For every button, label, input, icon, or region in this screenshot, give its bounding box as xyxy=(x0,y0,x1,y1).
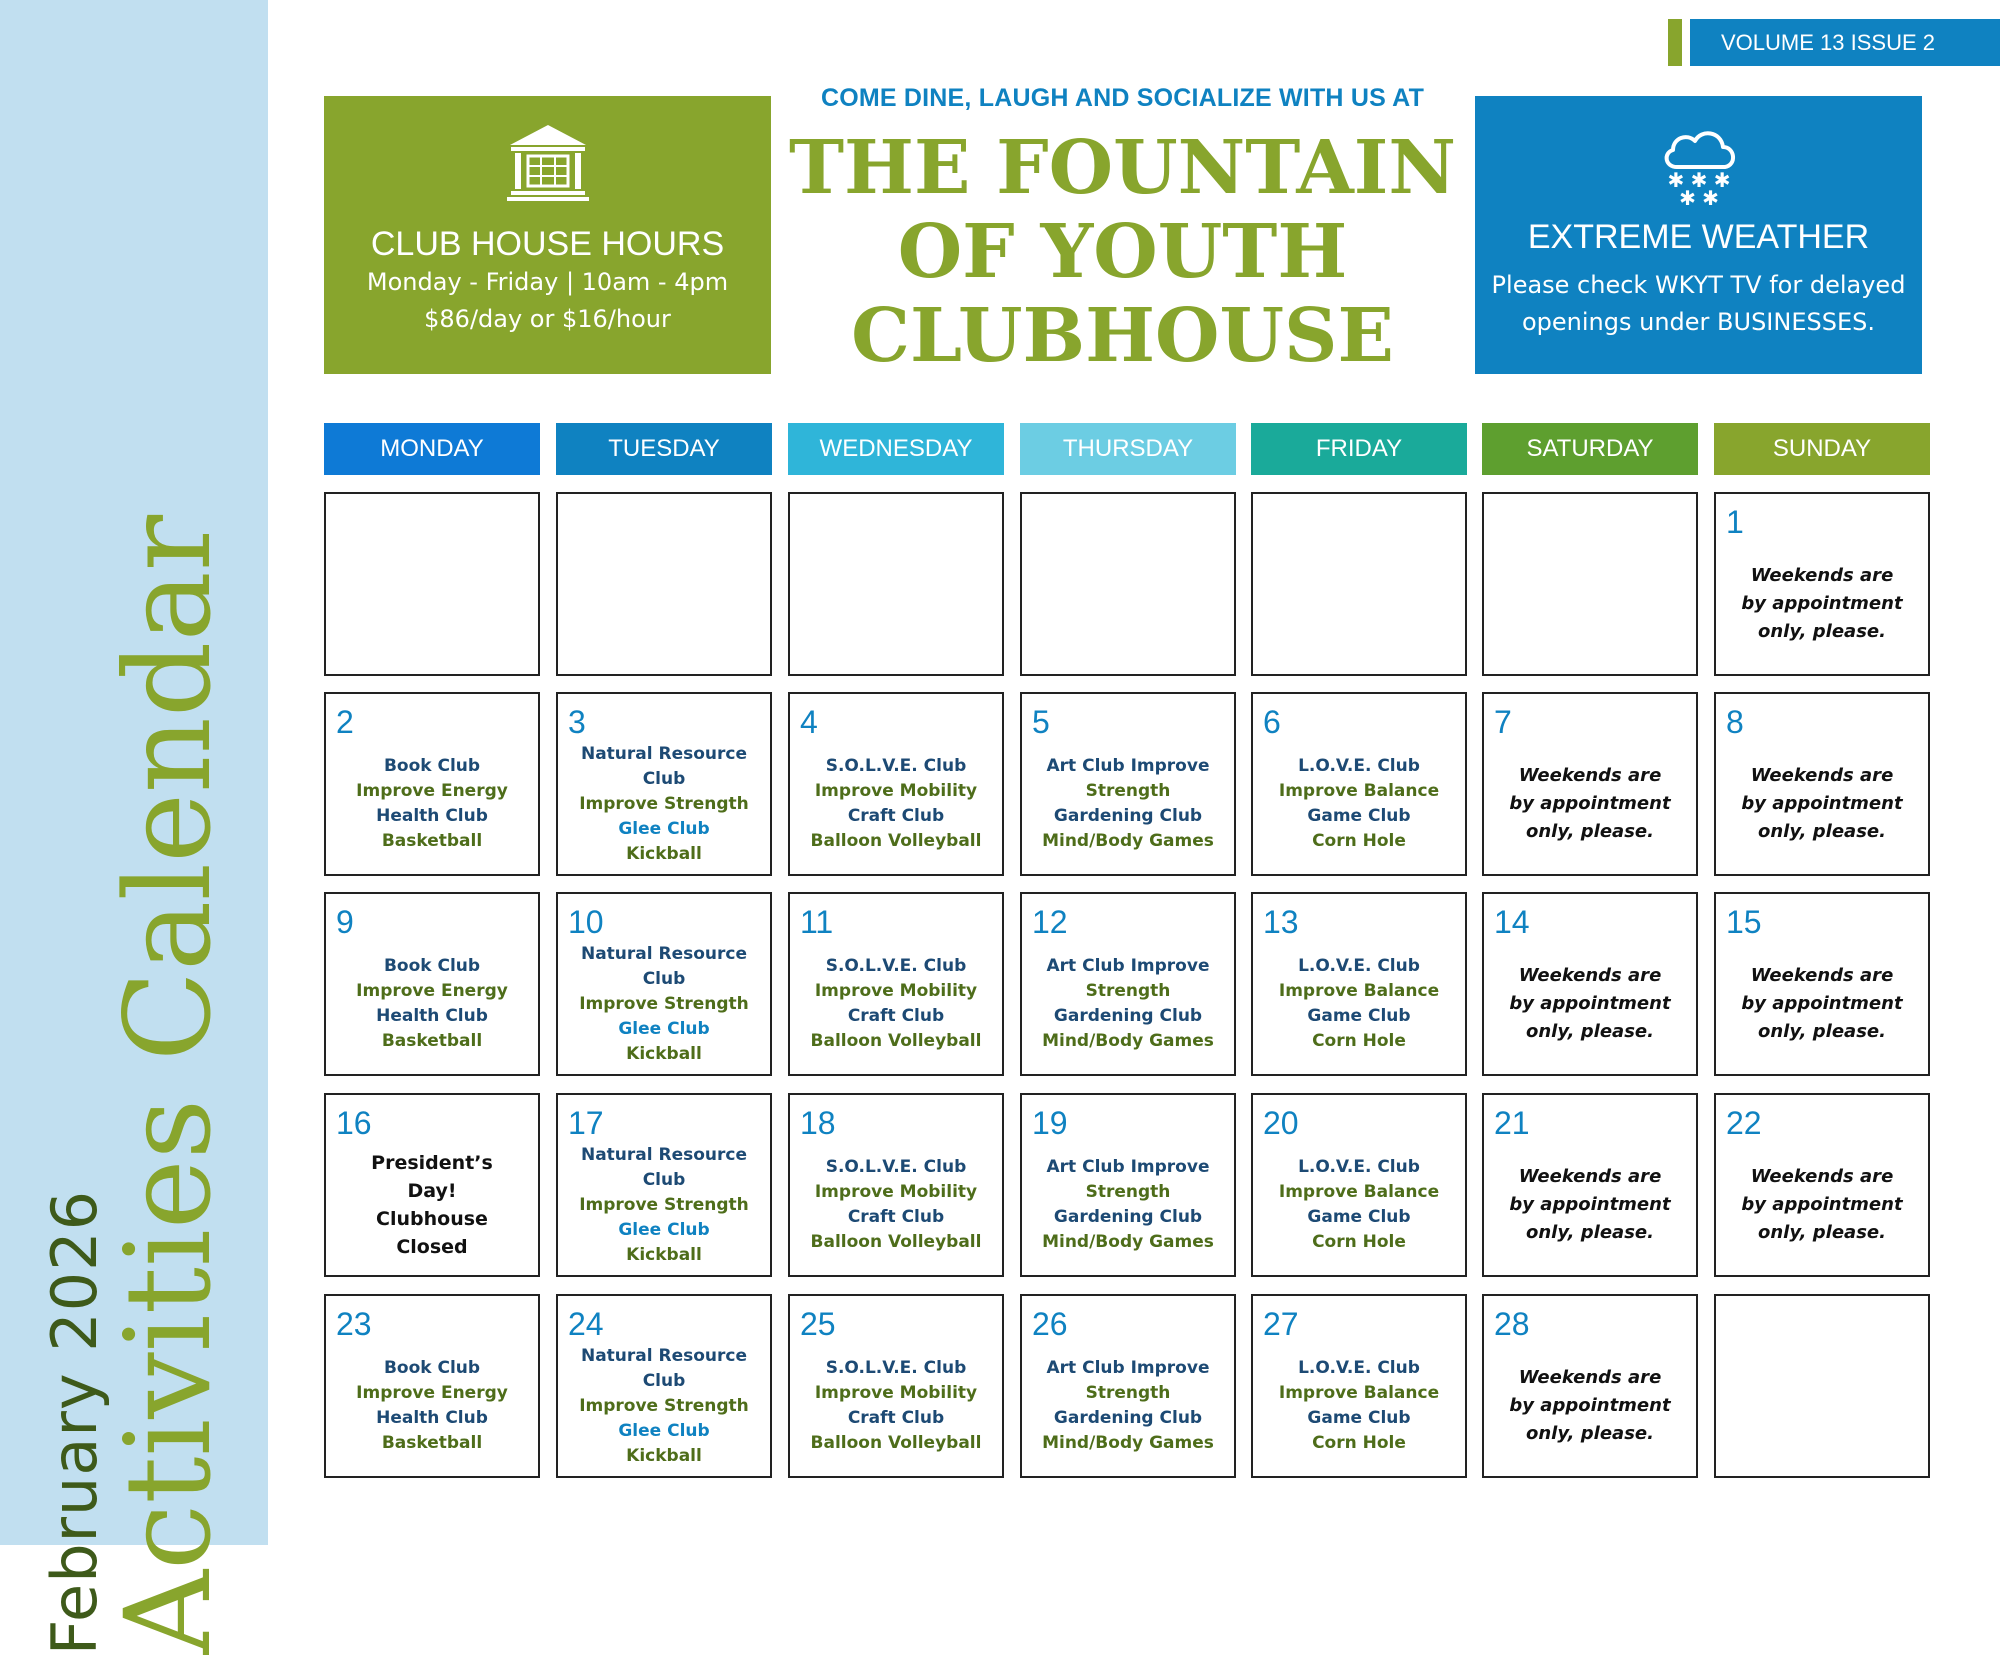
sidebar xyxy=(0,0,268,1655)
activity-item: Craft Club xyxy=(847,1006,945,1026)
date-number: 8 xyxy=(1726,704,1744,740)
volume-badge: VOLUME 13 ISSUE 2 xyxy=(1690,19,2000,66)
date-number: 2 xyxy=(336,704,354,740)
activity-item: Game Club xyxy=(1307,806,1411,826)
day-content xyxy=(1488,1344,1692,1468)
activity-item: Gardening Club xyxy=(1053,1408,1203,1428)
activity-item: Balloon Volleyball xyxy=(810,1031,982,1051)
date-number: 26 xyxy=(1032,1306,1068,1342)
day-content xyxy=(1488,1143,1692,1267)
activity-item: S.O.L.V.E. Club xyxy=(825,956,967,976)
activity-item: Book Club xyxy=(383,756,481,776)
day-content xyxy=(794,1344,998,1468)
activity-item: Improve Balance xyxy=(1278,981,1440,1001)
day-content xyxy=(1720,1143,1924,1267)
day-header-thursday: THURSDAY xyxy=(1020,423,1236,475)
weather-line: Please check WKYT TV for delayed xyxy=(1491,271,1906,299)
day-content xyxy=(1026,742,1230,866)
day-content xyxy=(794,742,998,866)
day-content xyxy=(1488,742,1692,866)
activity-item: L.O.V.E. Club xyxy=(1298,756,1420,776)
activity-item: Improve Strength xyxy=(579,993,749,1014)
activity-item: Glee Club xyxy=(618,1420,710,1441)
activity-item: Club xyxy=(642,768,686,789)
building-icon xyxy=(506,123,590,203)
day-cell-1 xyxy=(1714,492,1930,676)
club-house-hours-box xyxy=(324,96,771,374)
activity-item: Improve Balance xyxy=(1278,1182,1440,1202)
title-line: CLUBHOUSE xyxy=(851,293,1394,379)
activity-item: Balloon Volleyball xyxy=(810,1232,982,1252)
day-content xyxy=(330,1344,534,1468)
date-number: 14 xyxy=(1494,904,1530,940)
sidebar-title-block xyxy=(37,514,238,1655)
date-number: 13 xyxy=(1263,904,1299,940)
activity-item: Kickball xyxy=(626,1043,702,1064)
date-number: 22 xyxy=(1726,1105,1762,1141)
activity-item: Mind/Body Games xyxy=(1042,1031,1214,1051)
activity-item: Improve Strength xyxy=(579,1395,749,1416)
activity-item: Balloon Volleyball xyxy=(810,1433,982,1453)
weekend-note: Weekends are by appointment only, please. xyxy=(1509,1367,1671,1444)
day-content xyxy=(1720,542,1924,666)
date-number: 28 xyxy=(1494,1306,1530,1342)
weekend-note: Weekends are by appointment only, please. xyxy=(1741,1166,1903,1243)
activity-item: Craft Club xyxy=(847,1408,945,1428)
activity-item: Club xyxy=(642,1370,686,1391)
activity-item: Craft Club xyxy=(847,806,945,826)
activity-item: Book Club xyxy=(383,956,481,976)
activity-item: Club xyxy=(642,968,686,989)
activity-item: Art Club Improve xyxy=(1046,956,1210,976)
activity-item: Basketball xyxy=(381,1433,483,1453)
day-header-sunday: SUNDAY xyxy=(1714,423,1930,475)
day-cell-20 xyxy=(1251,1093,1467,1277)
activity-item: Mind/Body Games xyxy=(1042,831,1214,851)
day-content xyxy=(1026,1344,1230,1468)
holiday-note: President’s Day! Clubhouse Closed xyxy=(371,1152,493,1258)
weekend-note: Weekends are by appointment only, please. xyxy=(1741,965,1903,1042)
activity-item: Health Club xyxy=(376,1006,488,1026)
activity-item: Corn Hole xyxy=(1312,1232,1406,1252)
activity-item: Health Club xyxy=(376,1408,488,1428)
date-number: 12 xyxy=(1032,904,1068,940)
activity-item: Strength xyxy=(1085,981,1171,1001)
day-content xyxy=(562,1143,766,1267)
day-content xyxy=(1257,1143,1461,1267)
date-number: 9 xyxy=(336,904,354,940)
day-cell-13 xyxy=(1251,892,1467,1076)
calendar-month: February 2026 xyxy=(37,1189,111,1655)
tagline: COME DINE, LAUGH AND SOCIALIZE WITH US AT xyxy=(820,84,1425,112)
activity-item: Corn Hole xyxy=(1312,1433,1406,1453)
day-cell-2 xyxy=(324,692,540,876)
svg-text:✱ ✱: ✱ ✱ xyxy=(1678,186,1719,207)
day-content xyxy=(1720,742,1924,866)
day-cell-12 xyxy=(1020,892,1236,1076)
date-number: 24 xyxy=(568,1306,604,1342)
empty-day-cell xyxy=(1020,492,1236,676)
day-content xyxy=(562,942,766,1066)
date-number: 4 xyxy=(800,704,818,740)
activity-item: Improve Energy xyxy=(356,781,508,801)
day-cell-23 xyxy=(324,1294,540,1478)
activity-item: Strength xyxy=(1085,1383,1171,1403)
day-content xyxy=(562,1344,766,1468)
date-number: 7 xyxy=(1494,704,1512,740)
day-content xyxy=(1488,942,1692,1066)
empty-day-cell xyxy=(1251,492,1467,676)
day-cell-21 xyxy=(1482,1093,1698,1277)
activity-item: L.O.V.E. Club xyxy=(1298,956,1420,976)
activity-item: Glee Club xyxy=(618,1219,710,1240)
day-cell-24 xyxy=(556,1294,772,1478)
activity-item: Natural Resource xyxy=(580,1345,748,1366)
date-number: 17 xyxy=(568,1105,604,1141)
activity-item: Improve Mobility xyxy=(814,1383,978,1403)
activity-item: Strength xyxy=(1085,1182,1171,1202)
day-cell-5 xyxy=(1020,692,1236,876)
activity-item: Corn Hole xyxy=(1312,1031,1406,1051)
date-number: 16 xyxy=(336,1105,372,1141)
volume-accent-bar xyxy=(1668,19,1682,66)
day-content xyxy=(1257,742,1461,866)
weekend-note: Weekends are by appointment only, please. xyxy=(1509,765,1671,842)
activity-item: Improve Energy xyxy=(356,981,508,1001)
hours-heading: CLUB HOUSE HOURS xyxy=(370,225,725,263)
weekend-note: Weekends are by appointment only, please. xyxy=(1509,1166,1671,1243)
activity-item: Art Club Improve xyxy=(1046,756,1210,776)
empty-day-cell xyxy=(1482,492,1698,676)
activity-item: Game Club xyxy=(1307,1207,1411,1227)
date-number: 27 xyxy=(1263,1306,1299,1342)
day-cell-3 xyxy=(556,692,772,876)
day-cell-10 xyxy=(556,892,772,1076)
activity-item: Gardening Club xyxy=(1053,806,1203,826)
title-line: THE FOUNTAIN xyxy=(788,125,1456,211)
day-cell-7 xyxy=(1482,692,1698,876)
date-number: 15 xyxy=(1726,904,1762,940)
date-number: 10 xyxy=(568,904,604,940)
day-cell-9 xyxy=(324,892,540,1076)
date-number: 21 xyxy=(1494,1105,1530,1141)
activity-item: S.O.L.V.E. Club xyxy=(825,756,967,776)
activity-item: Kickball xyxy=(626,843,702,864)
activity-item: Gardening Club xyxy=(1053,1207,1203,1227)
activity-item: Mind/Body Games xyxy=(1042,1232,1214,1252)
activity-item: Basketball xyxy=(381,1031,483,1051)
day-content xyxy=(794,1143,998,1267)
hours-days: Monday - Friday | 10am - 4pm xyxy=(366,268,729,296)
day-cell-26 xyxy=(1020,1294,1236,1478)
date-number: 3 xyxy=(568,704,586,740)
day-content xyxy=(794,942,998,1066)
weekend-note: Weekends are by appointment only, please. xyxy=(1509,965,1671,1042)
activity-item: Improve Mobility xyxy=(814,781,978,801)
day-header-wednesday: WEDNESDAY xyxy=(788,423,1004,475)
clubhouse-title xyxy=(770,126,1475,378)
activity-item: Improve Balance xyxy=(1278,1383,1440,1403)
activity-item: Glee Club xyxy=(618,818,710,839)
day-cell-4 xyxy=(788,692,1004,876)
activity-item: S.O.L.V.E. Club xyxy=(825,1358,967,1378)
empty-day-cell xyxy=(1714,1294,1930,1478)
day-cell-6 xyxy=(1251,692,1467,876)
day-cell-11 xyxy=(788,892,1004,1076)
date-number: 5 xyxy=(1032,704,1050,740)
title-line: OF YOUTH xyxy=(897,209,1348,295)
activity-item: Art Club Improve xyxy=(1046,1358,1210,1378)
activity-item: Improve Mobility xyxy=(814,1182,978,1202)
svg-text:✱ ✱ ✱: ✱ ✱ ✱ xyxy=(1667,168,1730,192)
day-header-friday: FRIDAY xyxy=(1251,423,1467,475)
day-cell-25 xyxy=(788,1294,1004,1478)
day-content xyxy=(330,742,534,866)
day-content xyxy=(1720,942,1924,1066)
day-content xyxy=(1026,1143,1230,1267)
empty-day-cell xyxy=(788,492,1004,676)
activity-item: Improve Energy xyxy=(356,1383,508,1403)
hours-price: $86/day or $16/hour xyxy=(424,305,671,333)
day-cell-28 xyxy=(1482,1294,1698,1478)
weather-heading: EXTREME WEATHER xyxy=(1527,218,1870,256)
weather-line: openings under BUSINESSES. xyxy=(1521,308,1875,336)
day-content xyxy=(1026,942,1230,1066)
date-number: 19 xyxy=(1032,1105,1068,1141)
date-number: 6 xyxy=(1263,704,1281,740)
day-cell-18 xyxy=(788,1093,1004,1277)
date-number: 25 xyxy=(800,1306,836,1342)
activity-item: Natural Resource xyxy=(580,1144,748,1165)
activity-item: Balloon Volleyball xyxy=(810,831,982,851)
activity-item: Kickball xyxy=(626,1244,702,1265)
day-cell-27 xyxy=(1251,1294,1467,1478)
empty-day-cell xyxy=(324,492,540,676)
weekend-note: Weekends are by appointment only, please. xyxy=(1741,765,1903,842)
day-header-saturday: SATURDAY xyxy=(1482,423,1698,475)
activity-item: Game Club xyxy=(1307,1408,1411,1428)
activity-item: Game Club xyxy=(1307,1006,1411,1026)
day-cell-14 xyxy=(1482,892,1698,1076)
activity-item: Strength xyxy=(1085,781,1171,801)
weekend-note: Weekends are by appointment only, please. xyxy=(1741,565,1903,642)
date-number: 23 xyxy=(336,1306,372,1342)
activity-item: Book Club xyxy=(383,1358,481,1378)
calendar-title: Activities Calendar xyxy=(99,514,238,1655)
extreme-weather-box xyxy=(1475,96,1922,374)
activity-item: Craft Club xyxy=(847,1207,945,1227)
activity-item: Natural Resource xyxy=(580,943,748,964)
activity-item: Glee Club xyxy=(618,1018,710,1039)
day-content xyxy=(1257,1344,1461,1468)
activity-item: Improve Strength xyxy=(579,793,749,814)
activity-item: Improve Strength xyxy=(579,1194,749,1215)
activity-item: L.O.V.E. Club xyxy=(1298,1358,1420,1378)
day-content xyxy=(330,942,534,1066)
day-cell-19 xyxy=(1020,1093,1236,1277)
activity-item: L.O.V.E. Club xyxy=(1298,1157,1420,1177)
activity-item: Corn Hole xyxy=(1312,831,1406,851)
activity-item: S.O.L.V.E. Club xyxy=(825,1157,967,1177)
empty-day-cell xyxy=(556,492,772,676)
snow-cloud-icon xyxy=(1657,123,1741,207)
activity-item: Art Club Improve xyxy=(1046,1157,1210,1177)
day-header-tuesday: TUESDAY xyxy=(556,423,772,475)
day-cell-8 xyxy=(1714,692,1930,876)
day-content xyxy=(1257,942,1461,1066)
activity-item: Health Club xyxy=(376,806,488,826)
activity-item: Basketball xyxy=(381,831,483,851)
activity-item: Natural Resource xyxy=(580,743,748,764)
activity-item: Improve Mobility xyxy=(814,981,978,1001)
date-number: 18 xyxy=(800,1105,836,1141)
date-number: 1 xyxy=(1726,504,1744,540)
activity-item: Improve Balance xyxy=(1278,781,1440,801)
activity-item: Kickball xyxy=(626,1445,702,1466)
activity-item: Club xyxy=(642,1169,686,1190)
activity-item: Mind/Body Games xyxy=(1042,1433,1214,1453)
day-cell-17 xyxy=(556,1093,772,1277)
day-cell-16 xyxy=(324,1093,540,1277)
day-content xyxy=(562,742,766,866)
activity-item: Gardening Club xyxy=(1053,1006,1203,1026)
date-number: 11 xyxy=(800,904,834,940)
day-header-monday: MONDAY xyxy=(324,423,540,475)
day-cell-15 xyxy=(1714,892,1930,1076)
date-number: 20 xyxy=(1263,1105,1299,1141)
day-content xyxy=(330,1143,534,1267)
day-cell-22 xyxy=(1714,1093,1930,1277)
